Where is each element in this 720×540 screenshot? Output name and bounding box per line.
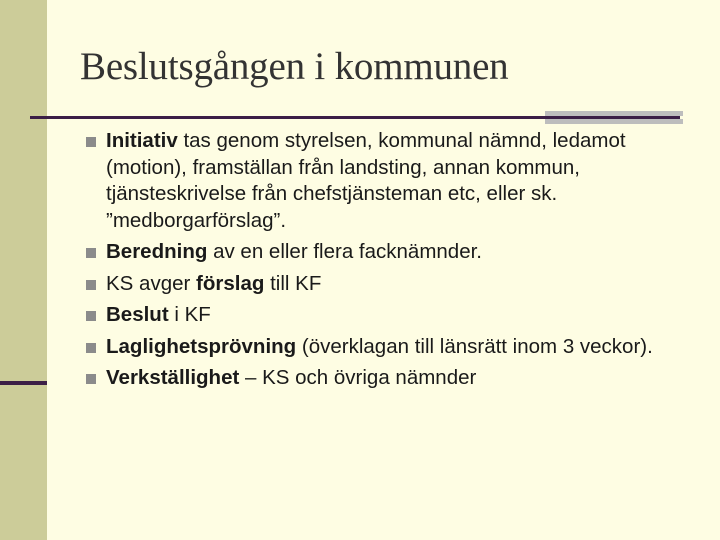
bullet-item-laglighetsprovning	[86, 334, 686, 361]
square-bullet-icon	[86, 374, 96, 384]
square-bullet-icon	[86, 248, 96, 258]
bullet-item-beredning	[86, 239, 686, 266]
bullet-bold: Verkställighet	[106, 366, 240, 389]
square-bullet-icon	[86, 343, 96, 353]
bullet-rest: av en eller flera facknämnder.	[207, 240, 482, 263]
bullet-rest: i KF	[168, 303, 211, 326]
bullet-rest: till KF	[264, 271, 322, 295]
bullet-item-initiativ	[86, 128, 686, 234]
side-band-accent	[0, 381, 47, 385]
side-band	[0, 0, 47, 540]
square-bullet-icon	[86, 280, 96, 290]
bullet-item-beslut	[86, 302, 686, 329]
bullet-bold: Laglighetsprövning	[106, 334, 297, 358]
square-bullet-icon	[86, 137, 96, 147]
title-rule	[30, 116, 680, 119]
bullet-item-forslag	[86, 271, 686, 298]
bullet-rest: tas genom styrelsen, kommunal nämnd, ledamot (motion), framställan från landsting, annan kommun, tjänsteskrivelse från chefstjänsteman etc, eller sk. ”medborgarförslag”.	[106, 129, 626, 232]
title-rule-shadow-bottom	[545, 119, 683, 124]
bullet-rest: (överklagan till länsrätt inom 3 veckor).	[296, 334, 653, 358]
bullet-list	[86, 128, 686, 397]
square-bullet-icon	[86, 311, 96, 321]
bullet-bold: Beredning	[106, 240, 208, 263]
bullet-item-verkstallighet	[86, 365, 686, 392]
bullet-rest: – KS och övriga nämnder	[239, 366, 477, 389]
bullet-bold: förslag	[196, 271, 265, 295]
bullet-pre: KS avger	[106, 271, 197, 295]
bullet-bold: Beslut	[106, 303, 169, 326]
bullet-bold: Initiativ	[106, 129, 178, 152]
slide-title: Beslutsgången i kommunen	[80, 45, 509, 88]
